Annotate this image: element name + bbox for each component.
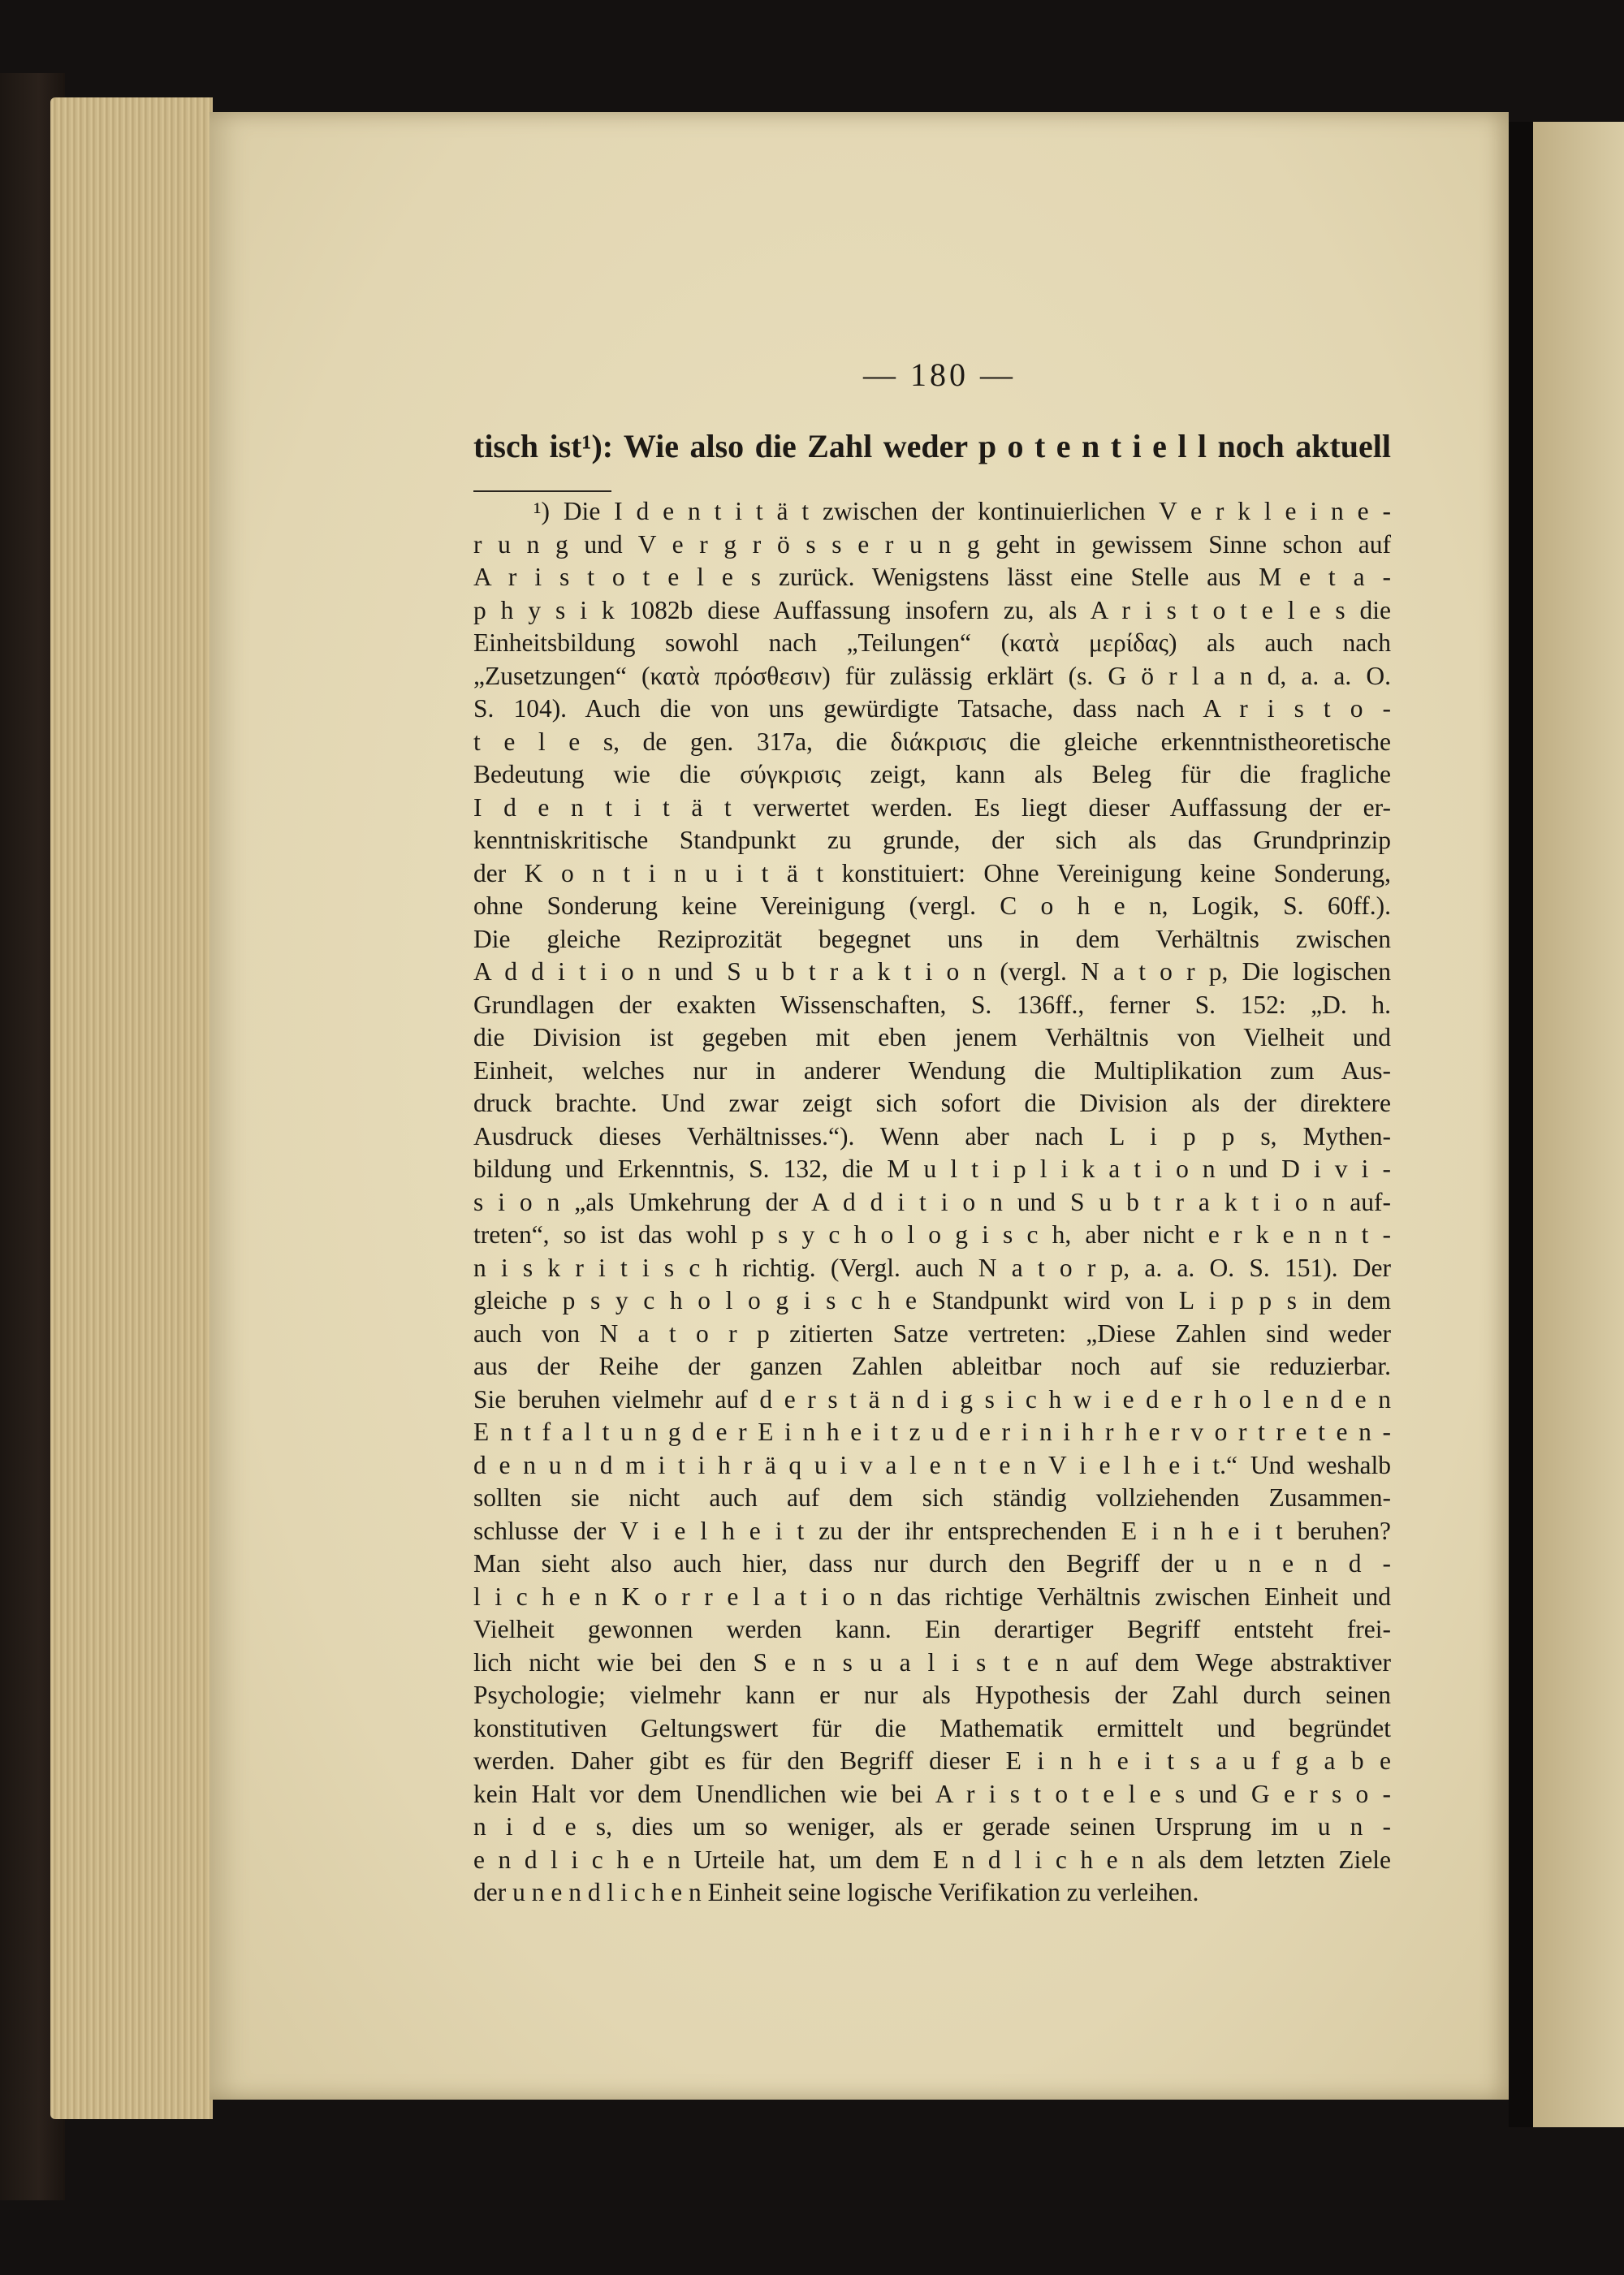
footnote-line: der u n e n d l i c h e n Einheit seine logische Verifikation zu verleihen.	[473, 1878, 1199, 1906]
footnote-line: n i d e s, dies um so weniger, als er gerade seinen Ursprung im u n -	[473, 1812, 1391, 1841]
footnote-line: ohne Sonderung keine Vereinigung (vergl. C o h e n, Logik, S. 60ff.).	[473, 891, 1391, 920]
footnote-divider	[473, 490, 611, 492]
footnote-line: Psychologie; vielmehr kann er nur als Hypothesis der Zahl durch seinen	[473, 1681, 1391, 1709]
footnote-line: gleiche p s y c h o l o g i s c h e Standpunkt wird von L i p p s in dem	[473, 1286, 1391, 1314]
footnote-line: druck brachte. Und zwar zeigt sich sofort die Division als der direktere	[473, 1089, 1391, 1117]
footnote-line: n i s k r i t i s c h richtig. (Vergl. auch N a t o r p, a. a. O. S. 151). Der	[473, 1253, 1391, 1282]
footnote-line: e n d l i c h e n Urteile hat, um dem E n d l i c h e n als dem letzten Ziele	[473, 1845, 1391, 1874]
footnote-line: werden. Daher gibt es für den Begriff dieser E i n h e i t s a u f g a b e	[473, 1746, 1391, 1775]
footnote-line: bildung und Erkenntnis, S. 132, die M u l t i p l i k a t i o n und D i v i -	[473, 1155, 1391, 1183]
footnote-line: der K o n t i n u i t ä t konstituiert: Ohne Vereinigung keine Sonderung,	[473, 858, 1391, 887]
footnote-line: aus der Reihe der ganzen Zahlen ableitbar noch auf sie reduzierbar.	[473, 1352, 1391, 1380]
footnote-line: kein Halt vor dem Unendlichen wie bei A r i s t o t e l e s und G e r s o -	[473, 1779, 1391, 1808]
footnote-line: d e n u n d m i t i h r ä q u i v a l e n t e n V i e l h e i t.“ Und weshalb	[473, 1450, 1391, 1479]
footnote-line: Man sieht also auch hier, dass nur durch den Begriff der u n e n d -	[473, 1549, 1391, 1578]
footnote-line: sollten sie nicht auch auf dem sich ständig vollziehenden Zusammen-	[473, 1483, 1391, 1512]
footnote-line: treten“, so ist das wohl p s y c h o l o g i s c h, aber nicht e r k e n n t -	[473, 1220, 1391, 1249]
footnote-line: Grundlagen der exakten Wissenschaften, S. 136ff., ferner S. 152: „D. h.	[473, 990, 1391, 1019]
footnote-line: A r i s t o t e l e s zurück. Wenigstens lässt eine Stelle aus M e t a -	[473, 563, 1391, 591]
facing-page-edge	[1533, 122, 1624, 2127]
footnote-line: Einheitsbildung sowohl nach „Teilungen“ (κατὰ μερίδας) als auch nach	[473, 628, 1391, 657]
body-text-line: tisch ist¹): Wie also die Zahl weder p o t e n t i e l l noch aktuell	[473, 428, 1391, 464]
footnote-line: p h y s i k 1082b diese Auffassung insofern zu, als A r i s t o t e l e s die	[473, 595, 1391, 624]
footnote-line: Vielheit gewonnen werden kann. Ein derartiger Begriff entsteht frei-	[473, 1615, 1391, 1643]
footnote-line: Bedeutung wie die σύγκρισις zeigt, kann als Beleg für die fragliche	[473, 760, 1391, 788]
footnote-line: I d e n t i t ä t verwertet werden. Es liegt dieser Auffassung der er-	[473, 792, 1391, 822]
footnote-line: t e l e s, de gen. 317a, die διάκρισις die gleiche erkenntnistheoretische	[473, 727, 1391, 756]
footnote-line: schlusse der V i e l h e i t zu der ihr entsprechenden E i n h e i t beruhen?	[473, 1516, 1391, 1545]
footnote-line: kenntniskritische Standpunkt zu grunde, der sich als das Grundprinzip	[473, 826, 1391, 854]
footnote-line: Die gleiche Reziprozität begegnet uns in dem Verhältnis zwischen	[473, 924, 1391, 953]
footnote-line: Sie beruhen vielmehr auf d e r s t ä n d i g s i c h w i e d e r h o l e n d e n	[473, 1384, 1391, 1414]
footnote-line: l i c h e n K o r r e l a t i o n das richtige Verhältnis zwischen Einheit und	[473, 1582, 1391, 1611]
footnote	[473, 495, 1391, 1910]
footnote-line: konstitutiven Geltungswert für die Mathematik ermittelt und begründet	[473, 1713, 1391, 1742]
footnote-line: A d d i t i o n und S u b t r a k t i o n (vergl. N a t o r p, Die logischen	[473, 957, 1391, 986]
page-edges	[50, 97, 213, 2119]
footnote-line: „Zusetzungen“ (κατὰ πρόσθεσιν) für zulässig erklärt (s. G ö r l a n d, a. a. O.	[473, 661, 1391, 690]
footnote-line: r u n g und V e r g r ö s s e r u n g geht in gewissem Sinne schon auf	[473, 529, 1391, 559]
footnote-line: auch von N a t o r p zitierten Satze vertreten: „Diese Zahlen sind weder	[473, 1319, 1391, 1348]
footnote-line: s i o n „als Umkehrung der A d d i t i o n und S u b t r a k t i o n auf-	[473, 1187, 1391, 1216]
footnote-line: die Division ist gegeben mit eben jenem Verhältnis von Vielheit und	[473, 1023, 1391, 1051]
footnote-line: Ausdruck dieses Verhältnisses.“). Wenn aber nach L i p p s, Mythen-	[473, 1121, 1391, 1150]
footnote-line: Einheit, welches nur in anderer Wendung die Multiplikation zum Aus-	[473, 1055, 1391, 1085]
footnote-line: ¹) Die I d e n t i t ä t zwischen der kontinuierlichen V e r k l e i n e -	[533, 497, 1391, 525]
footnote-line: S. 104). Auch die von uns gewürdigte Tatsache, dass nach A r i s t o -	[473, 694, 1391, 723]
footnote-line: E n t f a l t u n g d e r E i n h e i t z u d e r i n i h r h e r v o r t r e t e n -	[473, 1418, 1391, 1446]
footnote-line: lich nicht wie bei den S e n s u a l i s t e n auf dem Wege abstraktiver	[473, 1647, 1391, 1677]
page-number: — 180 —	[863, 356, 1016, 393]
